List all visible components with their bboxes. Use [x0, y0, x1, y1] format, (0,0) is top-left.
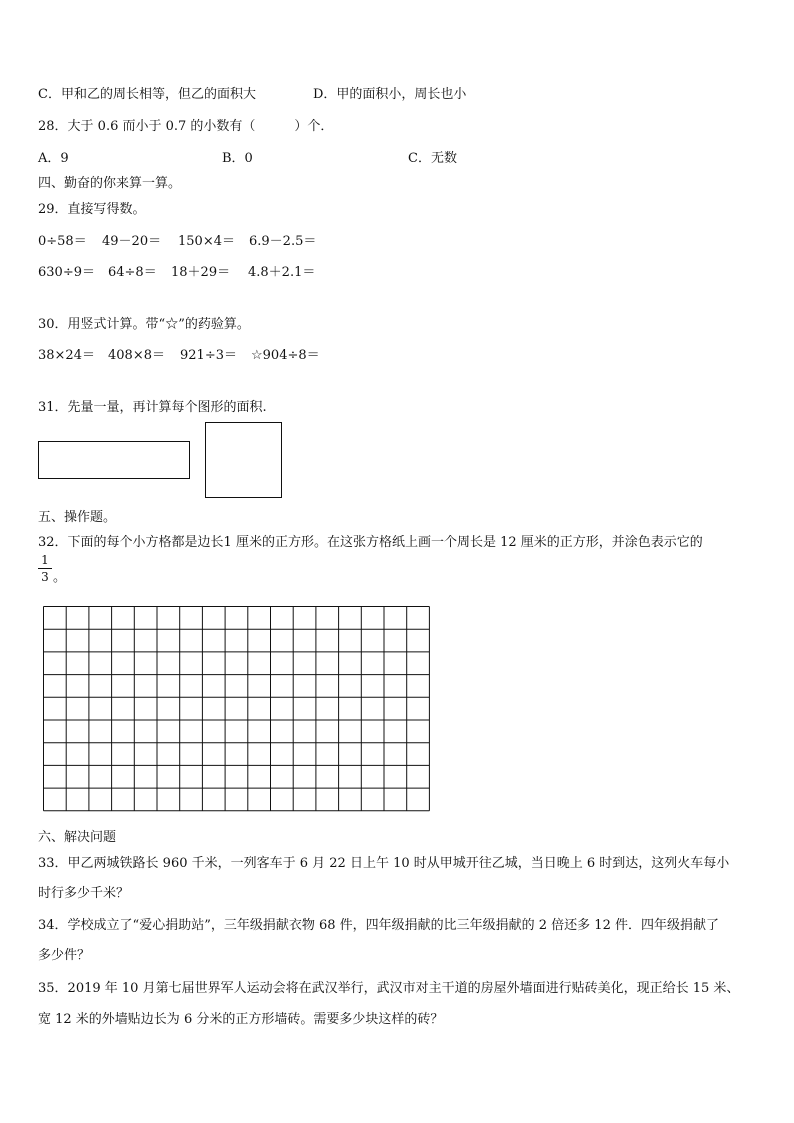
q28-option-b: B．0 — [222, 151, 253, 166]
section-4-title: 四、勤奋的你来算一算。 — [38, 176, 182, 191]
q28-option-a: A．9 — [38, 151, 69, 166]
q29-item: 64÷8＝ — [108, 265, 157, 280]
q27-option-c: C．甲和乙的周长相等，但乙的面积大 — [38, 87, 256, 102]
fraction-bar — [38, 568, 52, 569]
q29-stem: 29．直接写得数。 — [38, 202, 146, 217]
section-6-title: 六、解决问题 — [38, 830, 117, 845]
q35-line-1: 35．2019 年 10 月第七届世界军人运动会将在武汉举行，武汉市对主干道的房屋外墙面进行贴砖美化，现正给长 15 米、 — [38, 981, 740, 996]
q35-line-2: 宽 12 米的外墙贴边长为 6 分米的正方形墙砖。需要多少块这样的砖？ — [38, 1012, 444, 1027]
q34-line-1: 34．学校成立了“爱心捐助站”，三年级捐献衣物 68 件，四年级捐献的比三年级捐献的 2 倍还多 12 件．四年级捐献了 — [38, 918, 719, 933]
q34-line-2: 多少件？ — [38, 948, 91, 963]
q28-stem: 28．大于 0.6 而小于 0.7 的小数有（ ）个． — [38, 119, 334, 134]
fraction-denominator: 3 — [41, 570, 49, 584]
q31-stem: 31．先量一量，再计算每个图形的面积. — [38, 400, 267, 415]
fraction-numerator: 1 — [41, 553, 49, 567]
q29-item: 6.9－2.5＝ — [249, 234, 317, 249]
q29-item: 0÷58＝ — [38, 234, 87, 249]
q32-stem: 32．下面的每个小方格都是边长1 厘米的正方形。在这张方格纸上画一个周长是 12 厘米的正方形，并涂色表示它的 — [38, 535, 703, 550]
q29-item: 150×4＝ — [178, 234, 235, 249]
q29-item: 4.8＋2.1＝ — [248, 265, 316, 280]
q32-end-punct: 。 — [53, 570, 67, 585]
q27-option-d: D．甲的面积小，周长也小 — [313, 87, 467, 102]
q29-item: 630÷9＝ — [38, 265, 95, 280]
q30-item: 38×24＝ — [38, 348, 95, 363]
square-figure — [205, 422, 282, 498]
q29-item: 49－20＝ — [102, 234, 162, 249]
q33-line-1: 33．甲乙两城铁路长 960 千米，一列客车于 6 月 22 日上午 10 时从甲城开往乙城，当日晚上 6 时到达，这列火车每小 — [38, 856, 730, 871]
q28-option-c: C．无数 — [408, 151, 457, 166]
rectangle-figure — [38, 441, 190, 479]
q30-item: 921÷3＝ — [180, 348, 237, 363]
square-grid-paper — [43, 606, 431, 818]
q29-item: 18＋29＝ — [171, 265, 231, 280]
q30-item: 408×8＝ — [108, 348, 165, 363]
q30-stem: 30．用竖式计算。带“☆”的药验算。 — [38, 317, 250, 332]
q33-line-2: 时行多少千米？ — [38, 886, 130, 901]
section-5-title: 五、操作题。 — [38, 510, 117, 525]
q30-item: ☆904÷8＝ — [251, 348, 320, 363]
fraction-one-third — [38, 553, 52, 584]
